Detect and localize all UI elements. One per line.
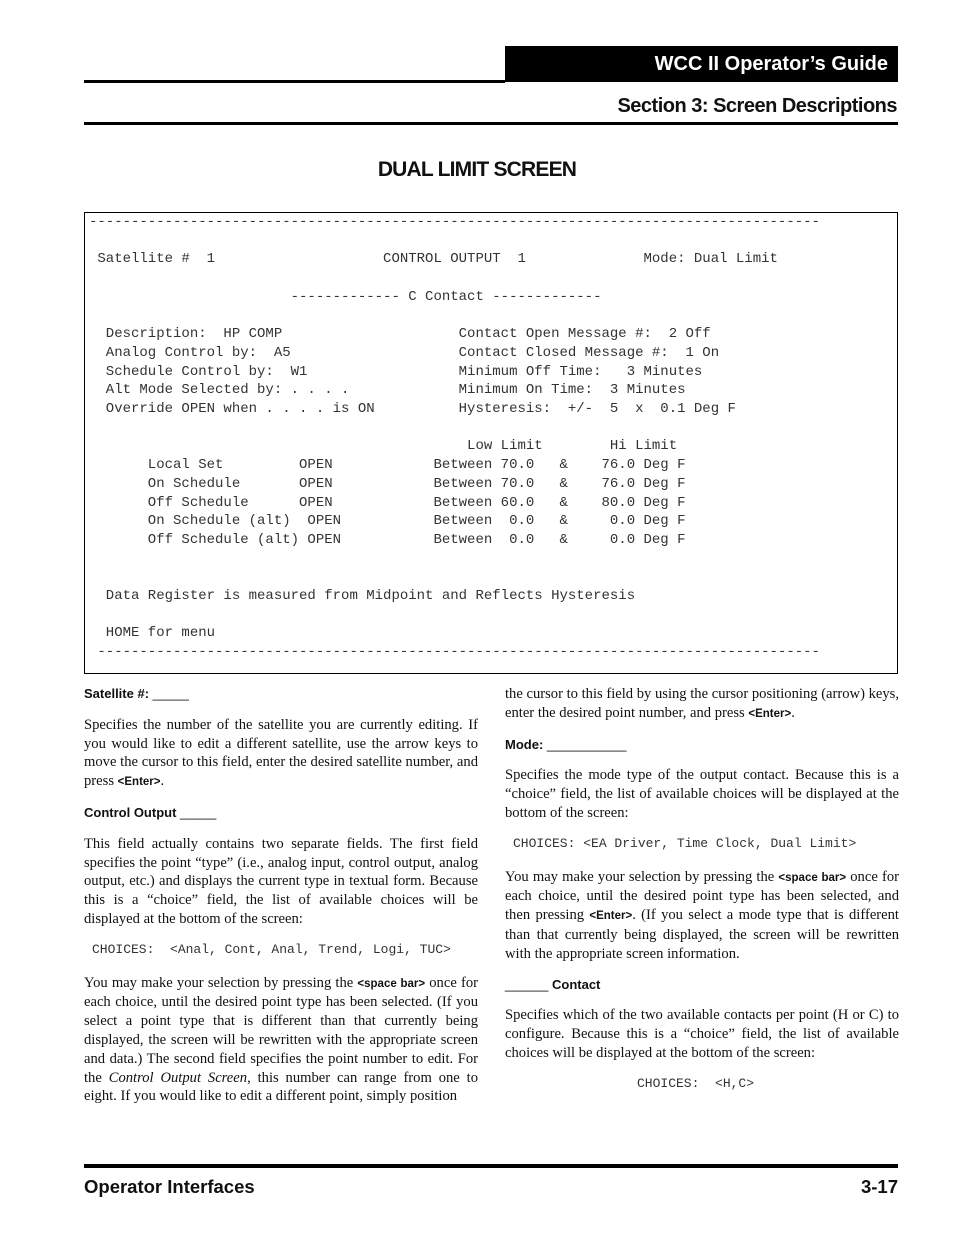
page-number: 3-17	[860, 1176, 898, 1197]
control-output-description: This field actually contains two separate fields. The first field specifies the point “type” (i.e., analog input, control output, analog output, etc.) and displays the current type in textual form. Because this is a “choice” field, the list of available choices will be displayed at the bottom of the screen:	[84, 835, 478, 927]
right-column	[505, 685, 899, 1108]
enter-key: <Enter>	[748, 707, 792, 720]
continued-description: the cursor to this field by using the cursor positioning (arrow) keys, enter the desired point number, and press <Enter>.	[505, 686, 899, 721]
satellite-label: Satellite #: _____	[84, 686, 189, 701]
mode-label: Mode: ___________	[505, 736, 627, 752]
section-title: Section 3: Screen Descriptions	[617, 95, 897, 117]
enter-key: <Enter>	[117, 776, 161, 789]
left-column	[84, 685, 478, 1118]
space-bar-key: <space bar>	[357, 977, 426, 990]
guide-title: WCC II Operator’s Guide	[654, 52, 888, 75]
mode-description: Specifies the mode type of the output contact. Because this is a “choice” field, the list of available choices will be displayed at the bottom of the screen:	[505, 767, 899, 821]
mode-choices: CHOICES: <EA Driver, Time Clock, Dual Limit>	[513, 835, 857, 851]
terminal-text: --------------------------------------------------------------------------------------- Satellite # 1 CONTROL OUTPUT 1 Mode: Dual Limit ------------- C Contact ------------- Description: HP COMP Contact Open Message #: 2 Off Analog Control by: A5 Contact Closed Message #: 1 On Schedule Control by: W1 Minimum Off Time: 3 Minutes Alt Mode Selected by: . . . . Minimum On Time: 3 Minutes Override OPEN when . . . . is ON Hysteresis: +/- 5 x 0.1 Deg F Low Limit Hi Limit Local Set OPEN Between 70.0 & 76.0 Deg F On Schedule OPEN Between 70.0 & 76.0 Deg F Off Schedule OPEN Between 60.0 & 80.0 Deg F On Schedule (alt) OPEN Between 0.0 & 0.0 Deg F Off Schedule (alt) OPEN Between 0.0 & 0.0 Deg F Data Register is measured from Midpoint and Reflects Hysteresis HOME for menu --------------------------------------------------------------------------------------	[89, 214, 820, 661]
terminal-screen	[84, 212, 898, 674]
contact-description: Specifies which of the two available contacts per point (H or C) to configure. Because this is a “choice” field, the list of available choices will be displayed at the bottom of the screen:	[505, 1007, 899, 1061]
control-output-choices: CHOICES: <Anal, Cont, Anal, Trend, Logi, TUC>	[92, 941, 451, 957]
guide-title-banner	[505, 46, 898, 82]
satellite-description: Specifies the number of the satellite you are currently editing. If you would like to edit a different satellite, use the arrow keys to move the cursor to this field, enter the desired satellite number, and press <Enter>.	[84, 716, 478, 790]
contact-choices: CHOICES: <H,C>	[637, 1075, 755, 1091]
contact-label: ______ Contact	[505, 976, 601, 992]
space-bar-key: <space bar>	[778, 871, 847, 884]
footer-section-name: Operator Interfaces	[84, 1176, 255, 1197]
footer-rule	[84, 1164, 898, 1168]
mode-selection: You may make your selection by pressing the <space bar> once for each choice, until the desired point type has been selected, and then pressing <Enter>. (If you select a mode type that is different than that currently being displayed, the screen will be rewritten with the appropriate screen information.	[505, 868, 899, 962]
section-rule	[84, 122, 898, 125]
control-output-selection: You may make your selection by pressing the <space bar> once for each choice, until the desired point type has been selected. (If you select a point type that is different than that currently being displayed, the screen will be rewritten with the appropriate screen and data.) The second field specifies the point number to edit. For the Control Output Screen, this number can range from one to eight. If you would like to edit a different point, simply position	[84, 974, 478, 1105]
control-output-label: Control Output _____	[84, 804, 217, 820]
enter-key: <Enter>	[589, 910, 633, 923]
screen-title: DUAL LIMIT SCREEN	[377, 158, 577, 181]
header-rule	[84, 80, 505, 83]
